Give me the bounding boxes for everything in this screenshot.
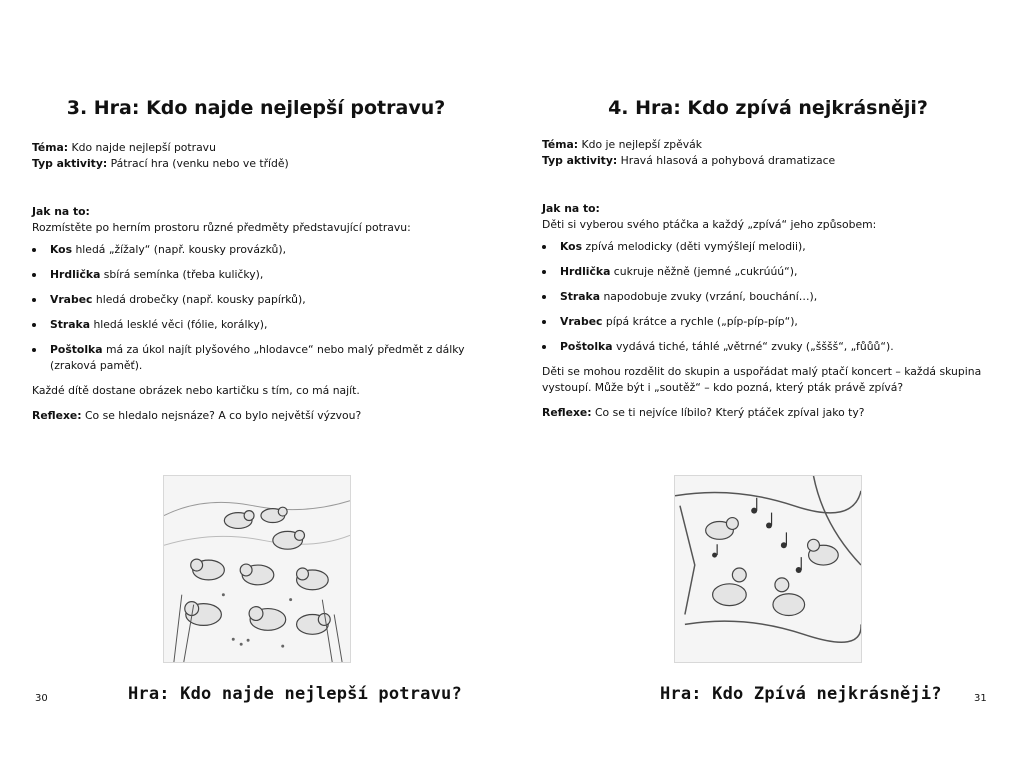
tema-label: Téma: [32, 141, 69, 154]
list-item [542, 239, 992, 255]
paragraph: Děti se mohou rozdělit do skupin a uspořádat malý ptačí koncert – každá skupina vystoupí. Může být i „soutěž“ – kdo pozná, který pták právě zpívá? [542, 365, 982, 394]
right-page [512, 0, 1024, 768]
bird-name: Poštolka [560, 340, 613, 353]
bird-list [32, 242, 477, 374]
birds-feeding-illustration [163, 475, 351, 663]
tema-value: Kdo najde nejlepší potravu [68, 141, 216, 154]
page-title: 4. Hra: Kdo zpívá nejkrásněji? [608, 97, 928, 119]
list-item [542, 314, 992, 330]
bird-name: Vrabec [560, 315, 603, 328]
bird-task: cukruje něžně (jemné „cukrúúú“), [610, 265, 798, 278]
list-item [32, 317, 477, 333]
intro-text: Rozmístěte po herním prostoru různé předměty představující potravu: [32, 221, 411, 234]
bird-task: pípá krátce a rychle („píp-píp-píp“), [602, 315, 798, 328]
bird-name: Kos [560, 240, 583, 253]
intro-text: Děti si vyberou svého ptáčka a každý „zpívá“ jeho způsobem: [542, 218, 877, 231]
bird-name: Poštolka [50, 343, 103, 356]
bird-task: napodobuje zvuky (vrzání, bouchání…), [600, 290, 818, 303]
reflection-value: Co se ti nejvíce líbilo? Který ptáček zpíval jako ty? [591, 406, 865, 419]
list-item [542, 264, 992, 280]
bird-name: Kos [50, 243, 73, 256]
bird-name: Vrabec [50, 293, 93, 306]
list-item [32, 267, 477, 283]
reflection-value: Co se hledalo nejsnáze? A co bylo největší výzvou? [81, 409, 362, 422]
list-item [32, 242, 477, 258]
bird-task: vydává tiché, táhlé „větrné“ zvuky („šššš“, „fůůů“). [612, 340, 894, 353]
page-number: 31 [974, 693, 987, 704]
bird-task: hledá „žížaly“ (např. kousky provázků), [72, 243, 287, 256]
bird-name: Hrdlička [560, 265, 611, 278]
activity-type-label: Typ aktivity: [542, 154, 618, 167]
bird-name: Straka [50, 318, 91, 331]
tema-label: Téma: [542, 138, 579, 151]
singing-birds-drawing [675, 476, 861, 662]
game-description [32, 140, 477, 424]
list-item [542, 339, 992, 355]
how-to-label: Jak na to: [32, 205, 90, 218]
reflection-label: Reflexe: [32, 409, 82, 422]
image-caption: Hra: Kdo Zpívá nejkrásněji? [660, 684, 942, 704]
activity-type-value: Pátrací hra (venku nebo ve třídě) [107, 157, 289, 170]
activity-type-label: Typ aktivity: [32, 157, 108, 170]
list-item [32, 342, 477, 374]
bird-task: má za úkol najít plyšového „hlodavce“ nebo malý předmět z dálky (zraková paměť). [50, 343, 465, 372]
list-item [32, 292, 477, 308]
page-number: 30 [35, 693, 48, 704]
bird-task: hledá drobečky (např. kousky papírků), [92, 293, 306, 306]
bird-task: zpívá melodicky (děti vymýšlejí melodii), [582, 240, 806, 253]
activity-type-value: Hravá hlasová a pohybová dramatizace [617, 154, 836, 167]
paragraph: Každé dítě dostane obrázek nebo kartičku s tím, co má najít. [32, 384, 360, 397]
birds-feeding-drawing [164, 476, 350, 662]
bird-task: hledá lesklé věci (fólie, korálky), [90, 318, 268, 331]
tema-value: Kdo je nejlepší zpěvák [578, 138, 703, 151]
bird-list [542, 239, 992, 355]
bird-task: sbírá semínka (třeba kuličky), [100, 268, 264, 281]
reflection-label: Reflexe: [542, 406, 592, 419]
bird-name: Hrdlička [50, 268, 101, 281]
list-item [542, 289, 992, 305]
image-caption: Hra: Kdo najde nejlepší potravu? [128, 684, 462, 704]
game-description [542, 137, 992, 421]
bird-name: Straka [560, 290, 601, 303]
singing-birds-illustration [674, 475, 862, 663]
page-title: 3. Hra: Kdo najde nejlepší potravu? [66, 97, 446, 119]
how-to-label: Jak na to: [542, 202, 600, 215]
